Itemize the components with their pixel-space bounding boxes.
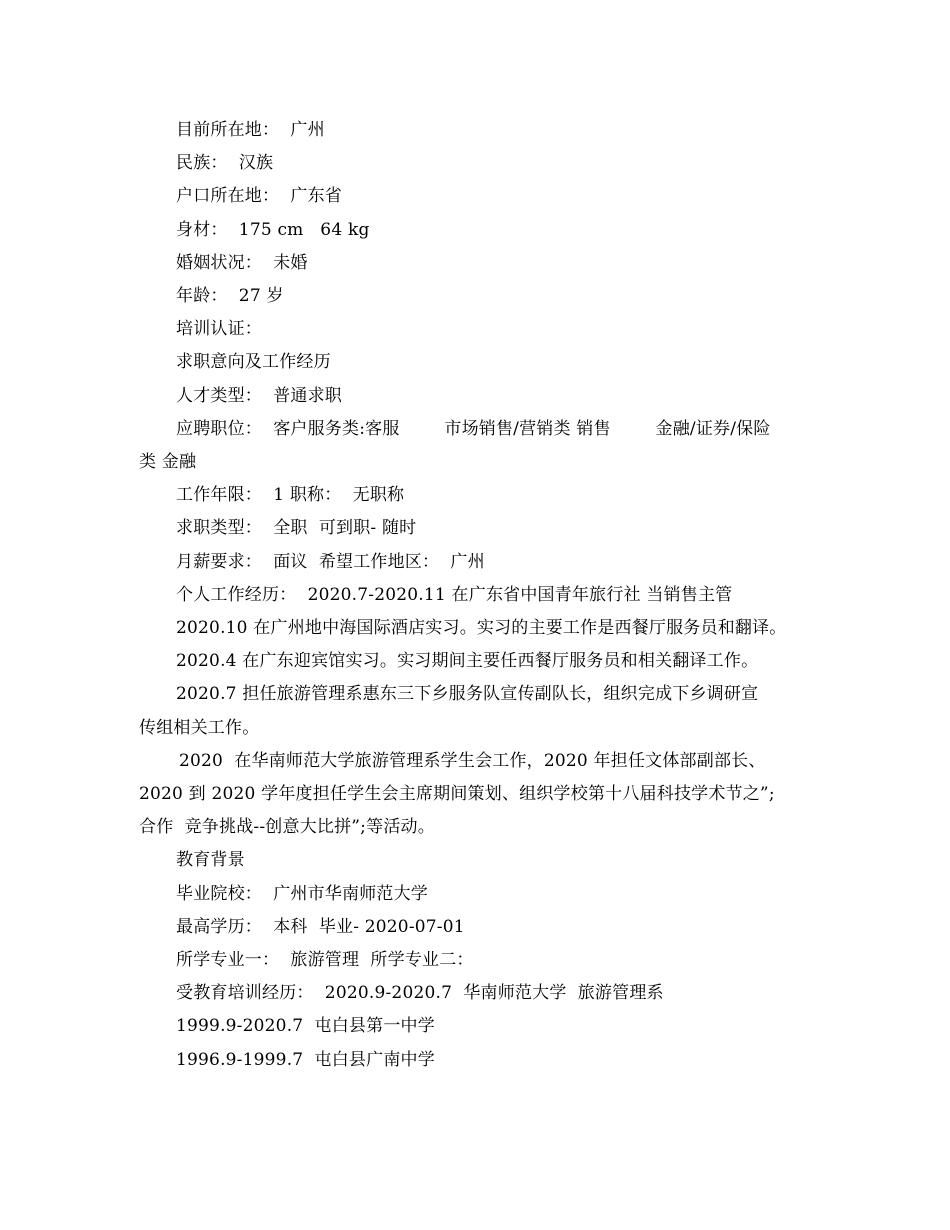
education-history-1: 受教育培训经历： 2020.9-2020.7 华南师范大学 旅游管理系 — [176, 983, 664, 1004]
job-type: 求职类型： 全职 可到职- 随时 — [176, 518, 417, 539]
student-union-experience-continued: 2020 到 2020 学年度担任学生会主席期间策划、组织学校第十八届科技学术节之”; — [139, 784, 775, 805]
age: 年龄： 27 岁 — [176, 286, 284, 307]
work-experience-4: 2020.7 担任旅游管理系惠东三下乡服务队宣传副队长，组织完成下乡调研宣 — [176, 684, 759, 705]
work-experience-4-continued: 传组相关工作。 — [139, 717, 260, 738]
work-years: 工作年限： 1 职称： 无职称 — [176, 485, 405, 506]
salary-requirement: 月薪要求： 面议 希望工作地区： 广州 — [176, 551, 485, 572]
section-heading-job-intent: 求职意向及工作经历 — [176, 352, 331, 373]
education-history-3: 1996.9-1999.7 屯白县广南中学 — [176, 1049, 435, 1070]
resume-body — [139, 114, 819, 1077]
training-certification: 培训认证： — [176, 319, 262, 340]
student-union-experience-end: 合作 竞争挑战--创意大比拼”;等活动。 — [139, 817, 435, 838]
education-history-2: 1999.9-2020.7 屯白县第一中学 — [176, 1016, 435, 1037]
graduate-school: 毕业院校： 广州市华南师范大学 — [176, 883, 429, 904]
work-experience-1: 个人工作经历： 2020.7-2020.11 在广东省中国青年旅行社 当销售主管 — [176, 584, 733, 605]
marital-status: 婚姻状况： 未婚 — [176, 252, 308, 273]
applied-positions-continued: 类 金融 — [139, 452, 197, 473]
applied-positions: 应聘职位： 客户服务类:客服 市场销售/营销类 销售 金融/证券/保险 — [176, 418, 771, 439]
student-union-experience: 2020 在华南师范大学旅游管理系学生会工作，2020 年担任文体部副部长、 — [179, 750, 766, 771]
work-experience-2: 2020.10 在广州地中海国际酒店实习。实习的主要工作是西餐厅服务员和翻译。 — [176, 618, 787, 639]
ethnicity: 民族： 汉族 — [176, 153, 274, 174]
body-stats: 身材： 175 cm 64 kg — [176, 219, 370, 240]
household-registration: 户口所在地： 广东省 — [176, 186, 343, 207]
current-location: 目前所在地： 广州 — [176, 120, 325, 140]
section-heading-education: 教育背景 — [176, 850, 245, 871]
highest-degree: 最高学历： 本科 毕业- 2020-07-01 — [176, 916, 465, 937]
talent-type: 人才类型： 普通求职 — [176, 385, 343, 406]
work-experience-3: 2020.4 在广东迎宾馆实习。实习期间主要任西餐厅服务员和相关翻译工作。 — [176, 651, 759, 672]
majors: 所学专业一： 旅游管理 所学专业二： — [176, 950, 474, 971]
